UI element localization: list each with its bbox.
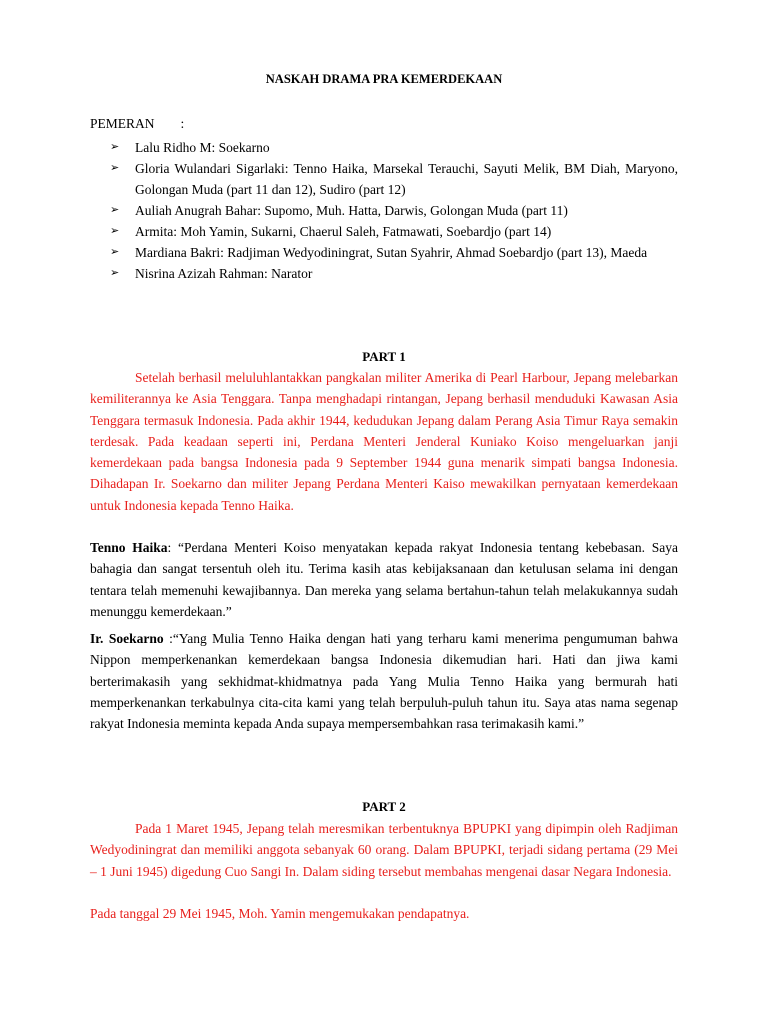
cast-list [110,137,678,284]
arrow-bullet-icon: ➢ [110,204,120,216]
cast-item-text: Gloria Wulandari Sigarlaki: Tenno Haika, Marsekal Terauchi, Sayuti Melik, BM Diah, Maryono, Golongan Muda (part 11 dan 12), Sudiro (part 12) [135,161,678,197]
cast-item [110,200,678,221]
cast-item [110,158,678,200]
part2-narration-continued: Pada tanggal 29 Mei 1945, Moh. Yamin mengemukakan pendapatnya. [90,906,470,921]
cast-item-text: Lalu Ridho M: Soekarno [135,140,270,155]
part1-tenno-dialogue [90,537,678,622]
arrow-bullet-icon: ➢ [110,267,120,279]
speaker-name-tenno: Tenno Haika [90,540,168,555]
arrow-bullet-icon: ➢ [110,162,120,174]
cast-item-text: Armita: Moh Yamin, Sukarni, Chaerul Saleh, Fatmawati, Soebardjo (part 14) [135,224,552,239]
cast-item [110,137,678,158]
cast-heading-colon: : [180,116,185,131]
dialogue-text: :“Yang Mulia Tenno Haika dengan hati yang terharu kami menerima pengumuman bahwa Nippon memperkenankan kemerdekaan bangsa Indonesia dikemudian hari. Hati dan jiwa kami berterimakasih yang sekhidmat-khidmatnya pada Yang Mulia Tenno Haika yang bermurah hati memperkenankan terkabulnya cita-cita kami yang telah berpuluh-puluh tahun itu. Saya atas nama segenap rakyat Indonesia meminta kepada Anda supaya mempersembahkan rasa terimakasih kami.” [90,631,679,732]
cast-item [110,221,678,242]
part2-heading: PART 2 [362,799,406,814]
part1-soekarno-dialogue [90,628,678,734]
part1-heading: PART 1 [362,349,406,364]
part2-narration: Pada 1 Maret 1945, Jepang telah meresmikan terbentuknya BPUPKI yang dipimpin oleh Radjiman Wedyodiningrat dan memiliki anggota sebanyak 60 orang. Dalam BPUPKI, terjadi sidang pertama (29 Mei – 1 Juni 1945) digedung Cuo Sangi In. Dalam siding tersebut membahas mengenai dasar Negara Indonesia. [90,821,678,879]
arrow-bullet-icon: ➢ [110,246,120,258]
cast-item-text: Auliah Anugrah Bahar: Supomo, Muh. Hatta, Darwis, Golongan Muda (part 11) [135,203,568,218]
dialogue-text: : “Perdana Menteri Koiso menyatakan kepada rakyat Indonesia tentang kebebasan. Saya bahagia dan sangat tersentuh oleh itu. Terima kasih atas kebijaksanaan dan ketulusan selama ini dengan tentara telah memenuhi kewajibannya. Dan mereka yang selama bertahun-tahun telah melakukannya sudah menunggu kemerdekaan.” [90,540,678,619]
cast-heading-label: PEMERAN [90,116,155,131]
cast-item-text: Mardiana Bakri: Radjiman Wedyodiningrat, Sutan Syahrir, Ahmad Soebardjo (part 13), Maeda [135,245,648,260]
cast-heading [90,116,184,132]
cast-item [110,242,678,263]
cast-item [110,263,678,284]
arrow-bullet-icon: ➢ [110,141,120,153]
arrow-bullet-icon: ➢ [110,225,120,237]
speaker-name-soekarno: Ir. Soekarno [90,631,164,646]
document-title: NASKAH DRAMA PRA KEMERDEKAAN [265,72,503,86]
cast-item-text: Nisrina Azizah Rahman: Narator [135,266,313,281]
part1-narration: Setelah berhasil meluluhlantakkan pangkalan militer Amerika di Pearl Harbour, Jepang melebarkan kemiliterannya ke Asia Tenggara. Tanpa menghadapi rintangan, Jepang berhasil menduduki Kawasan Asia Tenggara termasuk Indonesia. Pada akhir 1944, kedudukan Jepang dalam Perang Asia Timur Raya semakin terdesak. Pada keadaan seperti ini, Perdana Menteri Jenderal Kuniako Koiso mengeluarkan janji kemerdekaan pada bangsa Indonesia pada 9 September 1944 guna menarik simpati bangsa Indonesia. Dihadapan Ir. Soekarno dan militer Jepang Perdana Menteri Kaiso mewakilkan pernyataan kemerdekaan untuk Indonesia kepada Tenno Haika. [90,370,678,513]
